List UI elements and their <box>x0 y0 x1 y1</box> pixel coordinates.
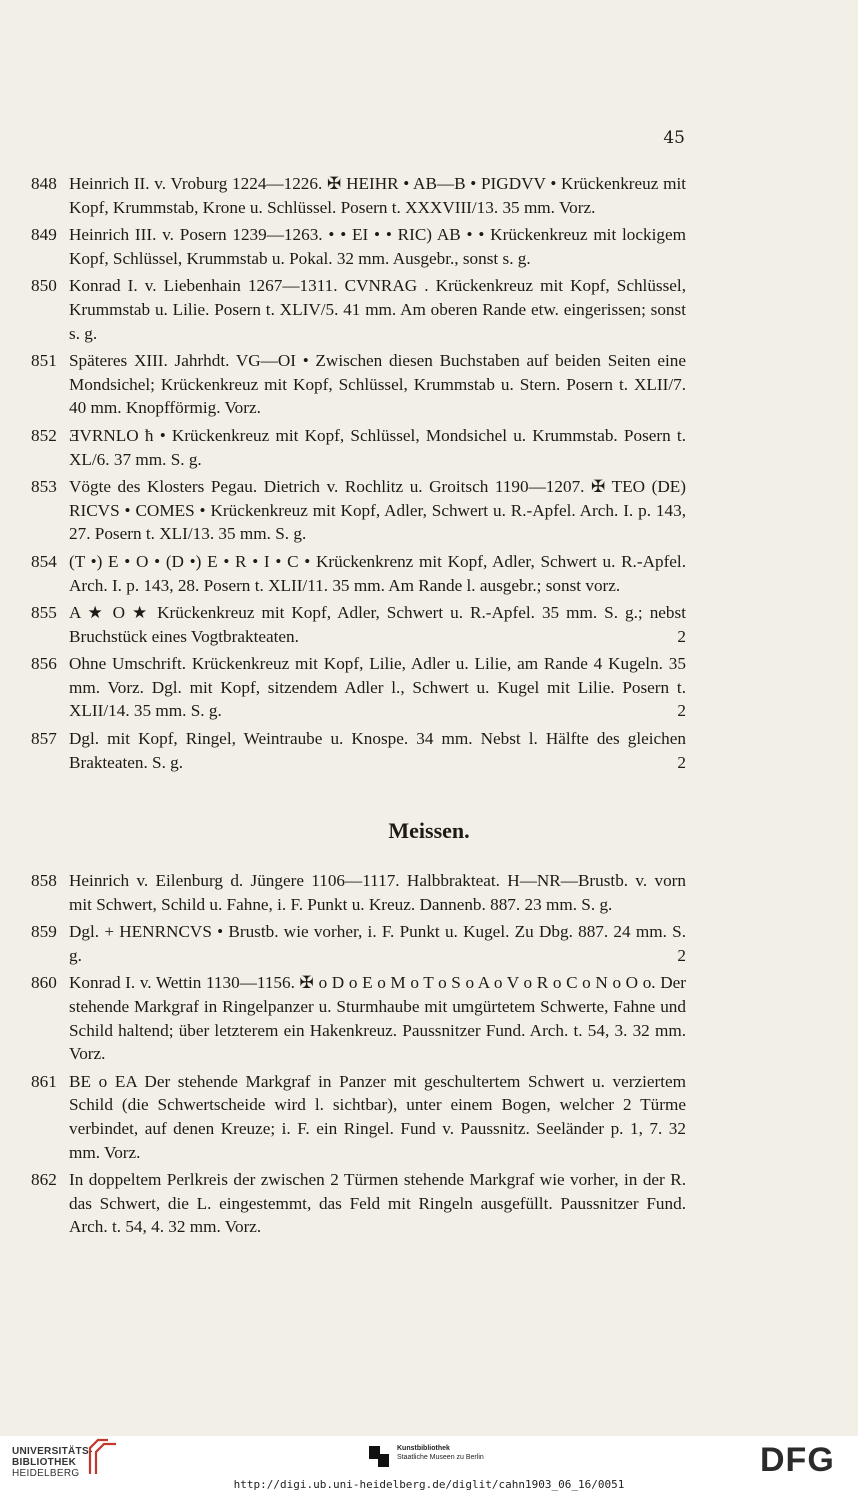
catalogue-entry <box>31 971 686 1065</box>
entry-number: 848 <box>31 174 57 193</box>
catalogue-entry <box>31 920 686 967</box>
entry-price: 2 <box>677 945 686 965</box>
kb-title: Kunstbibliothek <box>397 1445 450 1452</box>
entry-number: 849 <box>31 225 57 245</box>
catalogue-entry <box>31 172 686 219</box>
footer <box>0 1436 858 1493</box>
entry-number: 854 <box>31 551 57 571</box>
catalogue-entry <box>31 601 686 648</box>
entry-price: 2 <box>677 626 686 646</box>
entry-number: 856 <box>31 654 57 674</box>
entry-text: Ohne Umschrift. Krückenkreuz mit Kopf, Lilie, Adler u. Lilie, am Rande 4 Kugeln. 35 mm. Vorz. Dgl. mit Kopf, sitzendem Adler l., Schwert u. Kugel mit Lilie. Posern t. XLII/14. 35 mm. S. g. <box>69 654 686 721</box>
entry-text: Konrad I. v. Wettin 1130—1156. ✠ o D o E o M o T o S o A o V o R o C o N o O o. Der stehende Markgraf in Ringelpanzer u. Sturmhaube mit umgürtetem Schwerte, Fahne und Schild haltend; über letzterem ein Hakenkreuz. Paussnitzer Fund. Arch. t. 54, 3. 32 mm. Vorz. <box>69 973 686 1064</box>
section-heading: Meissen. <box>388 818 470 843</box>
catalogue-entry <box>31 424 686 471</box>
entry-number: 857 <box>31 729 57 749</box>
uni-text-3: HEIDELBERG <box>12 1468 80 1479</box>
entry-text: Heinrich v. Eilenburg d. Jüngere 1106—1117. Halbbrakteat. H—NR—Brustb. v. vorn mit Schwert, Schild u. Fahne, i. F. Punkt u. Kreuz. Dannenb. 887. 23 mm. S. g. <box>69 871 686 914</box>
entry-number: 850 <box>31 276 57 296</box>
entry-text: In doppeltem Perlkreis der zwischen 2 Türmen stehende Markgraf wie vorher, in der R. das Schwert, die L. eingestemmt, das Feld mit Ringeln ausgefüllt. Paussnitzer Fund. Arch. t. 54, 4. 32 mm. Vorz. <box>69 1170 686 1237</box>
entry-number: 851 <box>31 351 57 371</box>
entry-text: Heinrich III. v. Posern 1239—1263. • • EI • • RIC) AB • • Krückenkreuz mit lockigem Kopf, Schlüssel, Krummstab u. Pokal. 32 mm. Ausgebr., sonst s. g. <box>69 225 686 268</box>
entry-text: A ★ O ★ Krückenkreuz mit Kopf, Adler, Schwert u. R.-Apfel. 35 mm. S. g.; nebst Bruchstück eines Vogtbrakteaten. <box>69 603 686 646</box>
uni-text-2: BIBLIOTHEK <box>12 1457 77 1468</box>
entry-text: ƎVRNLO ħ • Krückenkreuz mit Kopf, Schlüssel, Mondsichel u. Krummstab. Posern t. XL/6. 37 mm. S. g. <box>69 425 686 469</box>
catalogue-entries-meissen <box>31 869 686 1243</box>
kb-subtitle: Staatliche Museen zu Berlin <box>397 1454 484 1461</box>
entry-text: Späteres XIII. Jahrhdt. VG—OI • Zwischen diesen Buchstaben auf beiden Seiten eine Mondsichel; Krückenkreuz mit Kopf, Schlüssel, Krummstab u. Stern. Posern t. XLII/7. 40 mm. Knopfförmig. Vorz. <box>69 351 686 418</box>
catalogue-entry <box>31 1168 686 1239</box>
entry-number: 860 <box>31 973 57 993</box>
entry-number: 858 <box>31 871 57 890</box>
catalogue-entry <box>31 869 686 916</box>
catalogue-entry <box>31 727 686 774</box>
university-emblem-icon <box>86 1436 120 1476</box>
entry-text: (T •) E • O • (D •) E • R • I • C • Krückenkrenz mit Kopf, Adler, Schwert u. R.-Apfel. Arch. I. p. 143, 28. Posern t. XLII/11. 35 mm. Am Rande l. ausgebr.; sonst vorz. <box>69 551 686 595</box>
kunstbibliothek-label <box>397 1444 484 1462</box>
entry-text: Dgl. + HENRNCVS • Brustb. wie vorher, i. F. Punkt u. Kugel. Zu Dbg. 887. 24 mm. S. g. <box>69 922 686 965</box>
catalogue-entry <box>31 1070 686 1164</box>
catalogue-entry <box>31 223 686 270</box>
entry-text: Konrad I. v. Liebenhain 1267—1311. CVNRAG . Krückenkreuz mit Kopf, Schlüssel, Krummstab u. Lilie. Posern t. XLIV/5. 41 mm. Am oberen Rande etw. eingerissen; sonst s. g. <box>69 276 686 343</box>
university-library-logo[interactable] <box>12 1446 93 1479</box>
catalogue-entry <box>31 274 686 345</box>
catalogue-entries <box>31 172 686 778</box>
entry-price: 2 <box>677 752 686 772</box>
source-url[interactable]: http://digi.ub.uni-heidelberg.de/diglit/cahn1903_06_16/0051 <box>233 1478 625 1491</box>
catalogue-entry <box>31 349 686 420</box>
page-number: 45 <box>663 128 685 148</box>
catalogue-entry <box>31 550 686 597</box>
kunstbibliothek-logo-icon <box>366 1442 392 1470</box>
dfg-logo[interactable]: DFG <box>760 1441 835 1479</box>
entry-number: 859 <box>31 922 57 942</box>
entry-number: 853 <box>31 477 57 497</box>
entry-text: Vögte des Klosters Pegau. Dietrich v. Rochlitz u. Groitsch 1190—1207. ✠ TEO (DE) RICVS • COMES • Krückenkreuz mit Kopf, Adler, Schwert u. R.-Apfel. Arch. I. p. 143, 27. Posern t. XLI/13. 35 mm. S. g. <box>69 477 686 544</box>
entry-text: BE o EA Der stehende Markgraf in Panzer mit geschultertem Schwert u. verziertem Schild (die Schwertscheide wird l. sichtbar), unter einem Bogen, welcher 2 Türme verbindet, auf denen Kreuze; i. F. ein Ringel. Fund v. Paussnitz. Seeländer p. 1, 7. 32 mm. Vorz. <box>69 1071 686 1162</box>
entry-number: 855 <box>31 603 57 623</box>
entry-price: 2 <box>677 701 686 721</box>
entry-number: 852 <box>31 425 57 445</box>
entry-text: Heinrich II. v. Vroburg 1224—1226. ✠ HEIHR • AB—B • PIGDVV • Krückenkreuz mit Kopf, Krummstab, Krone u. Schlüssel. Posern t. XXXVIII/13. 35 mm. Vorz. <box>69 174 686 217</box>
entry-text: Dgl. mit Kopf, Ringel, Weintraube u. Knospe. 34 mm. Nebst l. Hälfte des gleichen Brakteaten. S. g. <box>69 729 686 772</box>
entry-number: 861 <box>31 1071 57 1091</box>
entry-number: 862 <box>31 1170 57 1190</box>
catalogue-entry <box>31 475 686 546</box>
catalogue-entry <box>31 652 686 723</box>
uni-text-1: UNIVERSITÄTS- <box>12 1446 93 1457</box>
